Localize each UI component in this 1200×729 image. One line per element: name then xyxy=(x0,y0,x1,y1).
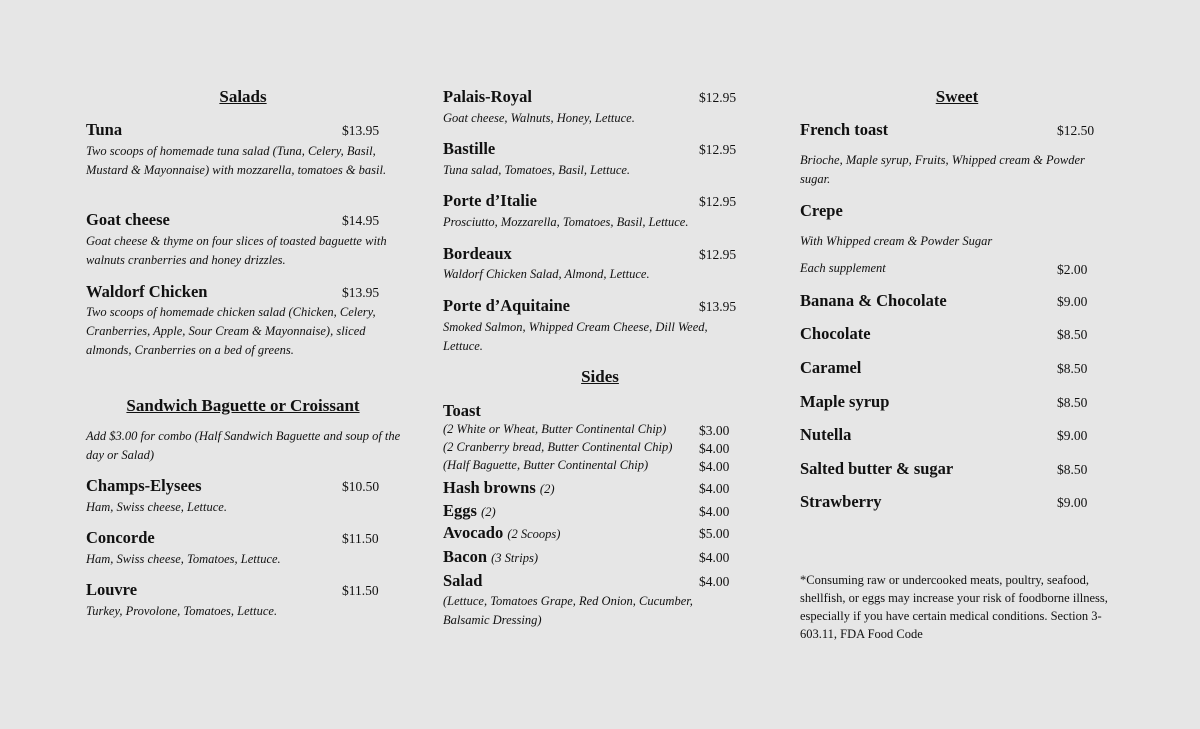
toast-option: (2 Cranberry bread, Butter Continental Chip) xyxy=(443,440,673,454)
menu-item-price: $8.50 xyxy=(1057,395,1088,410)
menu-item-price: $13.95 xyxy=(342,123,380,138)
menu-item-price: $4.00 xyxy=(699,481,730,496)
menu-item-name: Avocado (2 Scoops) xyxy=(443,523,561,542)
menu-item-price: $12.50 xyxy=(1057,123,1095,138)
menu-item-description: Ham, Swiss cheese, Lettuce. xyxy=(86,500,227,514)
menu-item-name: Banana & Chocolate xyxy=(800,291,947,310)
menu-item-description: (Lettuce, Tomatoes Grape, Red Onion, Cucumber, Balsamic Dressing) xyxy=(443,594,693,627)
menu-item-name: Louvre xyxy=(86,580,138,599)
menu-item-description: Goat cheese, Walnuts, Honey, Lettuce. xyxy=(443,111,635,125)
menu-item-name: Concorde xyxy=(86,528,155,547)
menu-item-price: $14.95 xyxy=(342,213,380,228)
menu-item-name: Caramel xyxy=(800,358,862,377)
menu-item-name: Palais-Royal xyxy=(443,87,532,106)
menu-item-name: Porte d’Italie xyxy=(443,191,537,210)
menu-item-name: Nutella xyxy=(800,425,852,444)
sandwich-heading: Sandwich Baguette or Croissant xyxy=(126,396,360,415)
menu-item-price: $4.00 xyxy=(699,459,730,474)
menu-item-name: Goat cheese xyxy=(86,210,170,229)
menu-item-name: Salad xyxy=(443,571,483,590)
menu-item-name: Maple syrup xyxy=(800,392,890,411)
menu-item-price: $8.50 xyxy=(1057,462,1088,477)
menu-item-name: Waldorf Chicken xyxy=(86,282,208,301)
menu-item-price: $11.50 xyxy=(342,583,379,598)
menu-item-name: Hash browns (2) xyxy=(443,478,555,497)
menu-item-price: $13.95 xyxy=(699,299,737,314)
menu-item-description: Brioche, Maple syrup, Fruits, Whipped cream & Powder sugar. xyxy=(800,153,1085,186)
menu-item-name: Strawberry xyxy=(800,492,882,511)
menu-item-description: Turkey, Provolone, Tomatoes, Lettuce. xyxy=(86,604,278,618)
menu-item-name: Tuna xyxy=(86,120,123,139)
menu-item-price: $4.00 xyxy=(699,574,730,589)
menu-item-description: Two scoops of homemade tuna salad (Tuna, Celery, Basil, Mustard & Mayonnaise) with mozzarella, tomatoes & basil. xyxy=(86,144,387,177)
menu-item-price: $10.50 xyxy=(342,479,380,494)
menu-item-price: $4.00 xyxy=(699,550,730,565)
menu-item-name: Salted butter & sugar xyxy=(800,459,954,478)
menu-item-name: Chocolate xyxy=(800,324,871,343)
menu-item-name: Porte d’Aquitaine xyxy=(443,296,570,315)
menu-item-name: Eggs (2) xyxy=(443,501,496,520)
sides-heading: Sides xyxy=(581,367,619,386)
toast-option: (2 White or Wheat, Butter Continental Chip) xyxy=(443,422,667,436)
menu-item-name: French toast xyxy=(800,120,889,139)
menu-item-price: $12.95 xyxy=(699,142,737,157)
menu-item-price: $12.95 xyxy=(699,90,737,105)
menu-item-price: $2.00 xyxy=(1057,262,1088,277)
menu-item-price: $9.00 xyxy=(1057,428,1088,443)
menu-item-name: Crepe xyxy=(800,201,843,220)
supplement-label: Each supplement xyxy=(800,261,886,275)
toast-option: (Half Baguette, Butter Continental Chip) xyxy=(443,458,649,472)
menu-item-price: $9.00 xyxy=(1057,294,1088,309)
menu-item-description: Smoked Salmon, Whipped Cream Cheese, Dill Weed, Lettuce. xyxy=(443,320,708,353)
menu-item-description: With Whipped cream & Powder Sugar xyxy=(800,234,993,248)
menu-item-price: $12.95 xyxy=(699,194,737,209)
menu-item-description: Prosciutto, Mozzarella, Tomatoes, Basil, Lettuce. xyxy=(443,215,689,229)
food-safety-disclaimer: *Consuming raw or undercooked meats, poultry, seafood, shellfish, or eggs may increase your risk of foodborne illness, especially if you have certain medical conditions. Section 3-603.11, FDA Food Code xyxy=(800,573,1108,641)
menu-item-price: $12.95 xyxy=(699,247,737,262)
menu-item-name: Toast xyxy=(443,401,481,420)
menu-item-price: $8.50 xyxy=(1057,361,1088,376)
menu-item-price: $13.95 xyxy=(342,285,380,300)
menu-item-name: Bacon (3 Strips) xyxy=(443,547,539,566)
menu-item-price: $9.00 xyxy=(1057,495,1088,510)
menu-item-price: $5.00 xyxy=(699,526,730,541)
menu-item-price: $3.00 xyxy=(699,423,730,438)
menu-item-price: $4.00 xyxy=(699,504,730,519)
menu-item-description: Tuna salad, Tomatoes, Basil, Lettuce. xyxy=(443,163,631,177)
sweet-heading: Sweet xyxy=(935,87,979,106)
menu-item-description: Waldorf Chicken Salad, Almond, Lettuce. xyxy=(443,267,650,281)
menu-item-name: Bastille xyxy=(443,139,496,158)
menu-item-price: $11.50 xyxy=(342,531,379,546)
menu-item-description: Two scoops of homemade chicken salad (Chicken, Celery, Cranberries, Apple, Sour Cream & Mayonnaise), sliced almonds, Cranberries on a bed of greens. xyxy=(86,305,376,357)
menu-item-price: $8.50 xyxy=(1057,327,1088,342)
menu-item-name: Champs-Elysees xyxy=(86,476,202,495)
menu-item-price: $4.00 xyxy=(699,441,730,456)
combo-note: Add $3.00 for combo (Half Sandwich Baguette and soup of the day or Salad) xyxy=(86,429,401,462)
menu-item-name: Bordeaux xyxy=(443,244,512,263)
menu-item-description: Ham, Swiss cheese, Tomatoes, Lettuce. xyxy=(86,552,281,566)
salads-heading: Salads xyxy=(219,87,267,106)
menu-item-description: Goat cheese & thyme on four slices of toasted baguette with walnuts cranberries and honey drizzles. xyxy=(86,234,387,267)
